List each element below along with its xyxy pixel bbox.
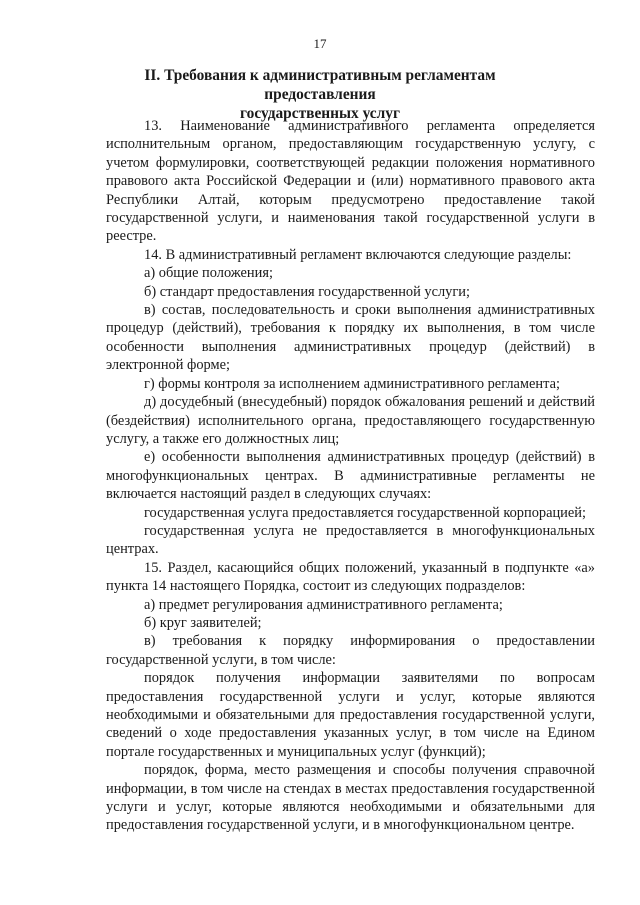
list-item-14b: б) стандарт предоставления государственной услуги; (144, 283, 470, 300)
list-item-14d: д) досудебный (внесудебный) порядок обжалования решений и действий (бездействия) исполнительного органа, предоставляющего государственную услугу, а также его должностных лиц; (106, 394, 595, 447)
exception-case-2: государственная услуга не предоставляется в многофункциональных центрах. (106, 522, 595, 558)
list-item-14v: в) состав, последовательность и сроки выполнения административных процедур (действий), требования к порядку их выполнения, в том числе особенности выполнения административных процедур (действий) в электронной форме; (106, 302, 595, 374)
section-title-line-1: II. Требования к административным регламентам предоставления (144, 67, 496, 103)
sub-item-info-procedure: порядок получения информации заявителями по вопросам предоставления государственной услуги и услуг, которые являются необходимыми и обязательными для предоставления государственной услуги, сведений о ходе предоставления указанных услуг, в том числе на Едином портале государственных и муниципальных услуг (функций); (106, 670, 595, 760)
exception-case-1: государственная услуга предоставляется государственной корпорацией; (144, 504, 586, 521)
section-title-line-2: государственных услуг (240, 105, 400, 122)
list-item-15a: а) предмет регулирования административного регламента; (144, 596, 503, 613)
list-item-14a: а) общие положения; (144, 265, 273, 282)
list-item-14g: г) формы контроля за исполнением административного регламента; (144, 375, 560, 392)
section-title (100, 66, 540, 123)
page-number: 17 (313, 36, 327, 51)
list-item-14e: е) особенности выполнения административных процедур (действий) в многофункциональных центрах. В административные регламенты не включается настоящий раздел в следующих случаях: (106, 449, 595, 503)
list-item-15v: в) требования к порядку информирования о предоставлении государственной услуги, в том числе: (106, 633, 595, 668)
list-item-15b: б) круг заявителей; (144, 614, 262, 631)
paragraph-15: 15. Раздел, касающийся общих положений, указанный в подпункте «а» пункта 14 настоящего Порядка, состоит из следующих подразделов: (106, 559, 595, 595)
document-body (106, 117, 595, 835)
paragraph-13: 13. Наименование административного регламента определяется исполнительным органом, предоставляющим государственную услугу, с учетом формулировки, соответствующей редакции положения нормативного правового акта Российской Федерации и (или) нормативного правового акта Республики Алтай, которым предусмотрено предоставление такой государственной услуги, и наименования такой государственной услуги в реестре. (106, 118, 595, 245)
paragraph-14: 14. В административный регламент включаются следующие разделы: (144, 246, 572, 263)
sub-item-reference-info: порядок, форма, место размещения и способы получения справочной информации, в том числе на стендах в местах предоставления государственной услуги и услуг, которые являются необходимыми и обязательными для предоставления государственной услуги, и в многофункциональном центре. (106, 762, 595, 834)
